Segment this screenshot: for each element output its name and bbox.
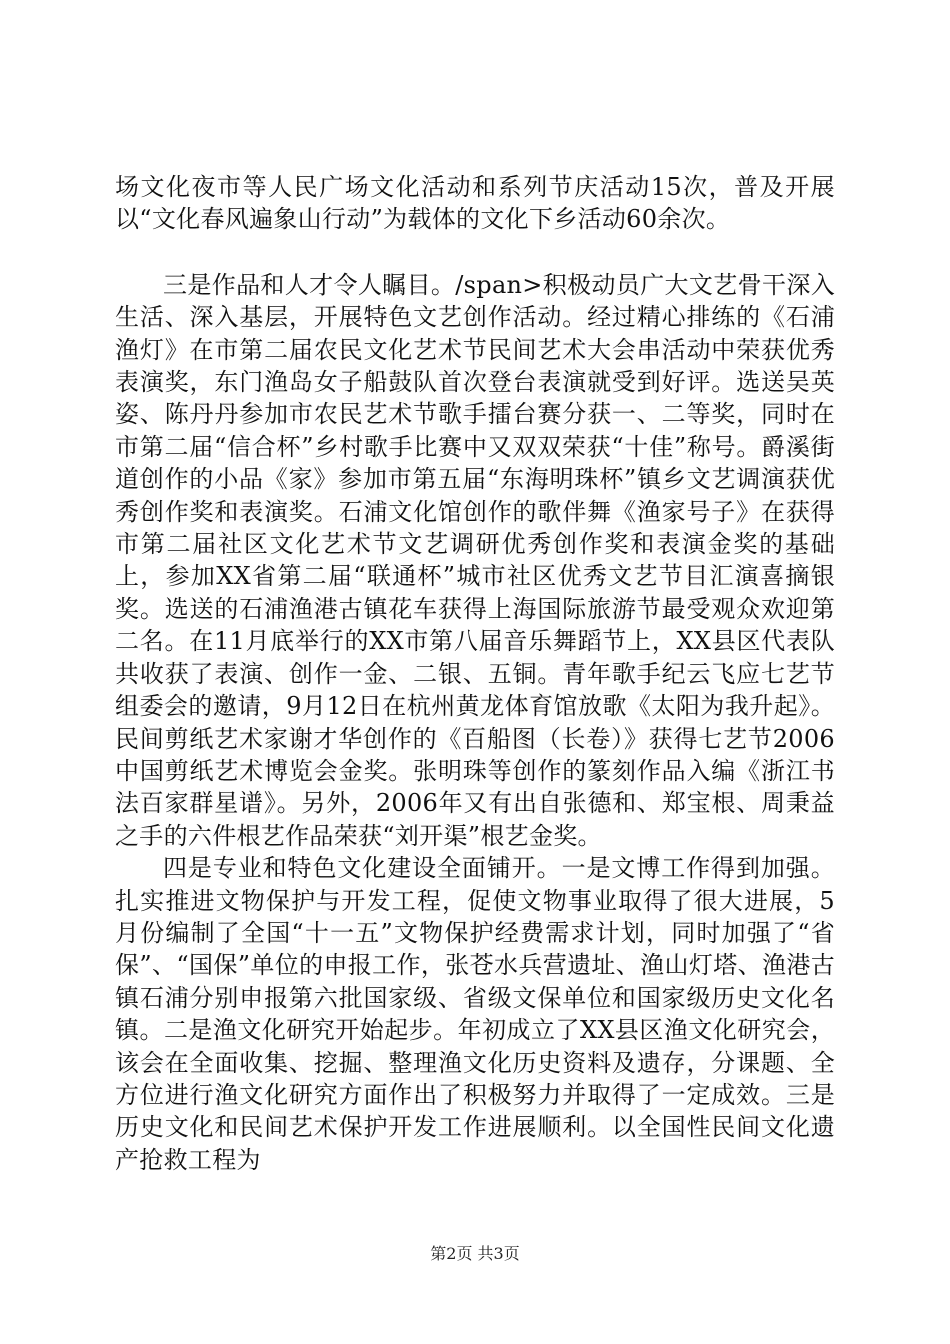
document-body — [115, 171, 835, 1176]
page-number-footer: 第2页 共3页 — [430, 1244, 520, 1263]
paragraph-specialty-culture: 四是专业和特色文化建设全面铺开。一是文博工作得到加强。扎实推进文物保护与开发工程，促使文物事业取得了很大进展，5月份编制了全国“十一五”文物保护经费需求计划，同时加强了“省保”、“国保”单位的申报工作，张苍水兵营遗址、渔山灯塔、渔港古镇石浦分别申报第六批国家级、省级文保单位和国家级历史文化名镇。二是渔文化研究开始起步。年初成立了XX县区渔文化研究会，该会在全面收集、挖掘、整理渔文化历史资料及遗存，分课题、全方位进行渔文化研究方面作出了积极努力并取得了一定成效。三是历史文化和民间艺术保护开发工作进展顺利。以全国性民间文化遗产抢救工程为 — [115, 854, 835, 1174]
paragraph-cultural-activities: 场文化夜市等人民广场文化活动和系列节庆活动15次，普及开展以“文化春风遍象山行动”为载体的文化下乡活动60余次。 — [115, 173, 835, 234]
paragraph-works-and-talents: 三是作品和人才令人瞩目。/span>积极动员广大文艺骨干深入生活、深入基层，开展特色文艺创作活动。经过精心排练的《石浦渔灯》在市第二届农民文化艺术节民间艺术大会串活动中荣获优秀表演奖，东门渔岛女子船鼓队首次登台表演就受到好评。选送吴英姿、陈丹丹参加市农民艺术节歌手擂台赛分获一、二等奖，同时在市第二届“信合杯”乡村歌手比赛中又双双荣获“十佳”称号。爵溪街道创作的小品《家》参加市第五届“东海明珠杯”镇乡文艺调演获优秀创作奖和表演奖。石浦文化馆创作的歌伴舞《渔家号子》在获得市第二届社区文化艺术节文艺调研优秀创作奖和表演金奖的基础上，参加XX省第二届“联通杯”城市社区优秀文艺节目汇演喜摘银奖。选送的石浦渔港古镇花车获得上海国际旅游节最受观众欢迎第二名。在11月底举行的XX市第八届音乐舞蹈节上，XX县区代表队共收获了表演、创作一金、二银、五铜。青年歌手纪云飞应七艺节组委会的邀请，9月12日在杭州黄龙体育馆放歌《太阳为我升起》。民间剪纸艺术家谢才华创作的《百船图（长卷）》获得七艺节2006中国剪纸艺术博览会金奖。张明珠等创作的篆刻作品入编《浙江书法百家群星谱》。另外，2006年又有出自张德和、郑宝根、周秉益之手的六件根艺作品荣获“刘开渠”根艺金奖。 — [115, 270, 835, 850]
